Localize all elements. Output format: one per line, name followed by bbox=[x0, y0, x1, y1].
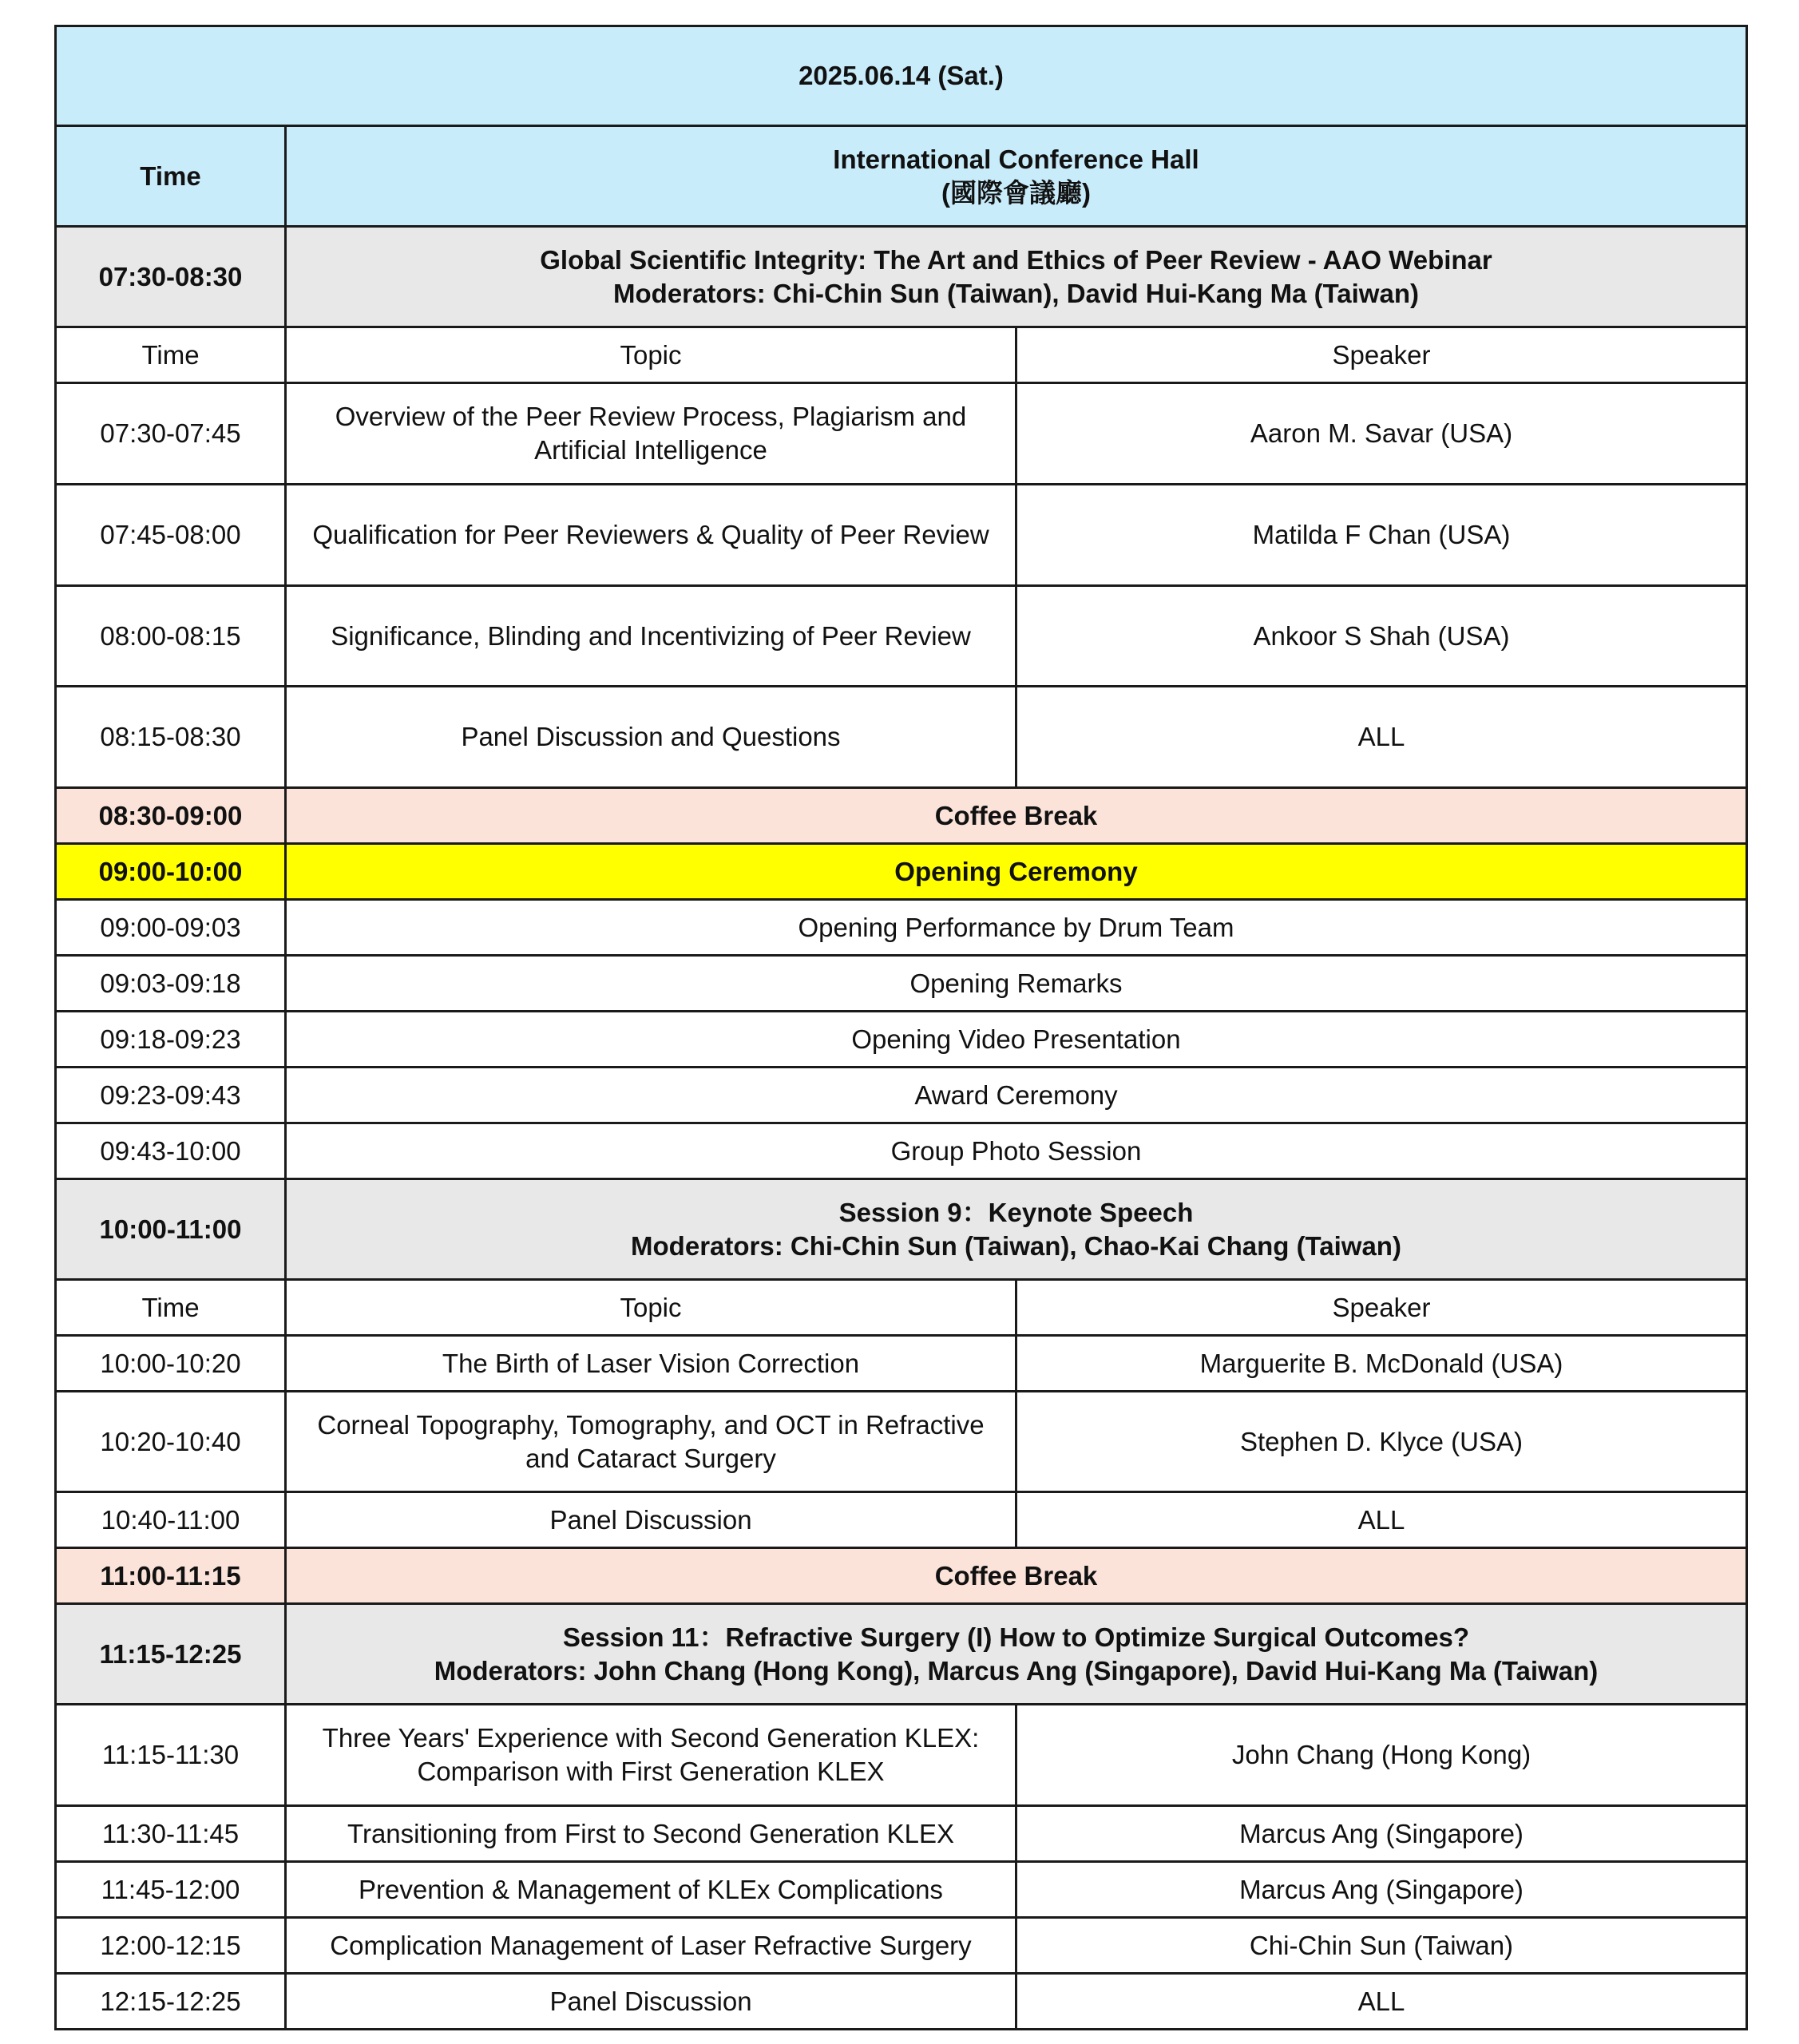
time-column-header: Time bbox=[56, 126, 286, 227]
talk-topic-line: Artificial Intelligence bbox=[534, 435, 767, 465]
sub-header-row bbox=[56, 327, 1747, 383]
talk-row bbox=[56, 1862, 1747, 1918]
ceremony-item-row bbox=[56, 956, 1747, 1012]
ceremony-item-time: 09:43-10:00 bbox=[56, 1123, 286, 1179]
talk-time: 11:30-11:45 bbox=[56, 1806, 286, 1862]
break-row bbox=[56, 788, 1747, 844]
talk-row bbox=[56, 1806, 1747, 1862]
sub-header-time: Time bbox=[56, 1280, 286, 1336]
ceremony-label: Opening Ceremony bbox=[286, 844, 1747, 900]
talk-row bbox=[56, 1336, 1747, 1392]
talk-row bbox=[56, 485, 1747, 586]
talk-row bbox=[56, 1918, 1747, 1974]
talk-speaker: Ankoor S Shah (USA) bbox=[1016, 586, 1747, 687]
talk-time: 10:40-11:00 bbox=[56, 1492, 286, 1548]
ceremony-item-row bbox=[56, 1012, 1747, 1068]
talk-time: 11:45-12:00 bbox=[56, 1862, 286, 1918]
sub-header-speaker: Speaker bbox=[1016, 327, 1747, 383]
talk-topic bbox=[286, 1705, 1016, 1806]
ceremony-item-label: Group Photo Session bbox=[286, 1123, 1747, 1179]
talk-speaker: Marguerite B. McDonald (USA) bbox=[1016, 1336, 1747, 1392]
talk-time: 11:15-11:30 bbox=[56, 1705, 286, 1806]
talk-topic-line: Comparison with First Generation KLEX bbox=[417, 1757, 885, 1786]
talk-speaker: ALL bbox=[1016, 1974, 1747, 2030]
talk-time: 08:00-08:15 bbox=[56, 586, 286, 687]
talk-topic: Complication Management of Laser Refractive Surgery bbox=[286, 1918, 1016, 1974]
page-title: 2025.06.14 (Sat.) bbox=[56, 26, 1747, 126]
ceremony-row bbox=[56, 844, 1747, 900]
talk-topic-line: Corneal Topography, Tomography, and OCT in Refractive bbox=[317, 1409, 985, 1440]
session-time: 10:00-11:00 bbox=[56, 1179, 286, 1280]
schedule-table bbox=[54, 25, 1748, 2030]
sub-header-time: Time bbox=[56, 327, 286, 383]
talk-time: 12:00-12:15 bbox=[56, 1918, 286, 1974]
talk-time: 07:30-07:45 bbox=[56, 383, 286, 485]
talk-topic: Significance, Blinding and Incentivizing of Peer Review bbox=[286, 586, 1016, 687]
talk-topic-line: Three Years' Experience with Second Generation KLEX: bbox=[322, 1723, 980, 1753]
session-title: Session 9：Keynote Speech bbox=[838, 1197, 1194, 1227]
venue-name: International Conference Hall bbox=[833, 144, 1199, 174]
session-row-session-11 bbox=[56, 1604, 1747, 1705]
session-time: 11:15-12:25 bbox=[56, 1604, 286, 1705]
ceremony-item-label: Opening Performance by Drum Team bbox=[286, 900, 1747, 956]
header-row bbox=[56, 126, 1747, 227]
talk-speaker: Stephen D. Klyce (USA) bbox=[1016, 1392, 1747, 1492]
talk-topic: Panel Discussion bbox=[286, 1492, 1016, 1548]
venue-name-chinese: (國際會議廳) bbox=[941, 177, 1091, 208]
talk-speaker: ALL bbox=[1016, 1492, 1747, 1548]
ceremony-item-label: Opening Remarks bbox=[286, 956, 1747, 1012]
session-moderators: Moderators: John Chang (Hong Kong), Marcus Ang (Singapore), David Hui-Kang Ma (Taiwan) bbox=[434, 1655, 1599, 1686]
talk-time: 07:45-08:00 bbox=[56, 485, 286, 586]
talk-topic-line: Overview of the Peer Review Process, Plagiarism and bbox=[335, 402, 967, 431]
talk-row bbox=[56, 1974, 1747, 2030]
talk-topic: Panel Discussion and Questions bbox=[286, 687, 1016, 788]
talk-speaker: Marcus Ang (Singapore) bbox=[1016, 1806, 1747, 1862]
break-label: Coffee Break bbox=[286, 788, 1747, 844]
break-time: 11:00-11:15 bbox=[56, 1548, 286, 1604]
break-row bbox=[56, 1548, 1747, 1604]
talk-speaker: Marcus Ang (Singapore) bbox=[1016, 1862, 1747, 1918]
talk-topic-line: and Cataract Surgery bbox=[525, 1443, 776, 1473]
ceremony-item-time: 09:18-09:23 bbox=[56, 1012, 286, 1068]
talk-topic: Transitioning from First to Second Generation KLEX bbox=[286, 1806, 1016, 1862]
ceremony-item-time: 09:23-09:43 bbox=[56, 1068, 286, 1123]
sub-header-speaker: Speaker bbox=[1016, 1280, 1747, 1336]
session-row-webinar bbox=[56, 227, 1747, 327]
ceremony-item-label: Award Ceremony bbox=[286, 1068, 1747, 1123]
talk-row bbox=[56, 687, 1747, 788]
session-row-session-9 bbox=[56, 1179, 1747, 1280]
ceremony-item-time: 09:00-09:03 bbox=[56, 900, 286, 956]
talk-row bbox=[56, 1492, 1747, 1548]
talk-speaker: ALL bbox=[1016, 687, 1747, 788]
venue-header bbox=[286, 126, 1747, 227]
session-title: Session 11：Refractive Surgery (I) How to Optimize Surgical Outcomes? bbox=[562, 1622, 1470, 1652]
break-label: Coffee Break bbox=[286, 1548, 1747, 1604]
session-info bbox=[286, 227, 1747, 327]
talk-speaker: Matilda F Chan (USA) bbox=[1016, 485, 1747, 586]
session-time: 07:30-08:30 bbox=[56, 227, 286, 327]
talk-time: 10:20-10:40 bbox=[56, 1392, 286, 1492]
ceremony-item-row bbox=[56, 1123, 1747, 1179]
talk-speaker: John Chang (Hong Kong) bbox=[1016, 1705, 1747, 1806]
ceremony-item-row bbox=[56, 900, 1747, 956]
title-row bbox=[56, 26, 1747, 126]
talk-time: 12:15-12:25 bbox=[56, 1974, 286, 2030]
sub-header-topic: Topic bbox=[286, 327, 1016, 383]
ceremony-time: 09:00-10:00 bbox=[56, 844, 286, 900]
session-moderators: Moderators: Chi-Chin Sun (Taiwan), David Hui-Kang Ma (Taiwan) bbox=[613, 278, 1419, 308]
talk-topic: Panel Discussion bbox=[286, 1974, 1016, 2030]
session-info bbox=[286, 1604, 1747, 1705]
talk-topic: The Birth of Laser Vision Correction bbox=[286, 1336, 1016, 1392]
ceremony-item-row bbox=[56, 1068, 1747, 1123]
talk-row bbox=[56, 1392, 1747, 1492]
talk-topic bbox=[286, 383, 1016, 485]
session-info bbox=[286, 1179, 1747, 1280]
session-moderators: Moderators: Chi-Chin Sun (Taiwan), Chao-Kai Chang (Taiwan) bbox=[631, 1230, 1401, 1261]
session-title: Global Scientific Integrity: The Art and Ethics of Peer Review - AAO Webinar bbox=[540, 244, 1492, 275]
talk-topic: Qualification for Peer Reviewers & Quality of Peer Review bbox=[286, 485, 1016, 586]
talk-speaker: Chi-Chin Sun (Taiwan) bbox=[1016, 1918, 1747, 1974]
talk-topic: Prevention & Management of KLEx Complications bbox=[286, 1862, 1016, 1918]
talk-topic bbox=[286, 1392, 1016, 1492]
talk-row bbox=[56, 586, 1747, 687]
ceremony-item-label: Opening Video Presentation bbox=[286, 1012, 1747, 1068]
talk-speaker: Aaron M. Savar (USA) bbox=[1016, 383, 1747, 485]
sub-header-topic: Topic bbox=[286, 1280, 1016, 1336]
sub-header-row bbox=[56, 1280, 1747, 1336]
talk-row bbox=[56, 1705, 1747, 1806]
break-time: 08:30-09:00 bbox=[56, 788, 286, 844]
ceremony-item-time: 09:03-09:18 bbox=[56, 956, 286, 1012]
talk-row bbox=[56, 383, 1747, 485]
talk-time: 08:15-08:30 bbox=[56, 687, 286, 788]
talk-time: 10:00-10:20 bbox=[56, 1336, 286, 1392]
